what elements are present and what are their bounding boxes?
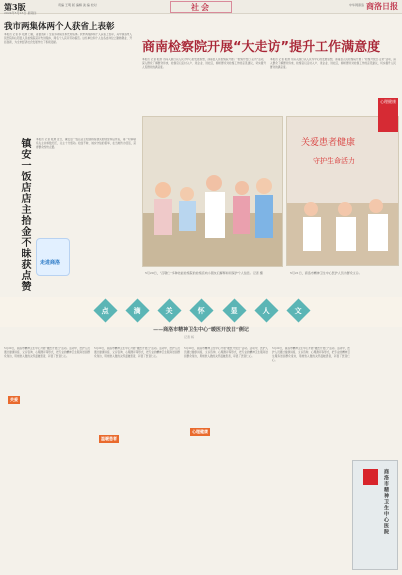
main-photo — [142, 116, 283, 267]
article-3-text: 本报讯 记者 报道 近日，镇安县一饭店店主拾到顾客遗失的现金和证件后，第一时间联系失主并如数归还，失主十分感动。拾金不昧、诚实守信的善举，在当地传为佳话，获得群众纷纷点赞。 — [36, 138, 136, 149]
page-number: 第3版 — [4, 2, 26, 12]
feature-author: 记者 杨 — [184, 335, 194, 339]
award-badge-label: 走进商洛 — [40, 260, 61, 266]
banner-char-2: 滴 — [126, 298, 150, 322]
feature-col-3: 5月20日，商洛市精神卫生中心开展“暖医开放日”活动。活动中，医护人员通过健康讲座、义诊咨询、心理测评等形式，把专业的精神卫生服务送到群众身边，用细致入微的关怀温暖患者，彰显了医者仁心。 — [184, 347, 268, 358]
article-2-text-1: 本报讯 记者 报道 为深入践行以人民为中心的发展思想，商南县人民检察院开展了“检察开放日·走访”活动，深入群众了解群众诉求，检察官们走村入户、进企业、进社区，倾听群众对检察工作的意见建议，切实提升人民群众的满意度。 — [142, 58, 266, 69]
banner-diamonds — [97, 302, 307, 319]
award-badge — [36, 238, 70, 276]
feature-tag-3: 心理健康 — [192, 429, 208, 434]
article-1-text: 本报讯 记者 李 报道 日前，省委表彰了全省劳动模范和先进集体。我市两集体两个人获省上表彰，其中商洛市人民医院和山阳县人民检察院获评先进集体，两名个人获评劳动模范。这些单位和个人在各自岗位上勤勉敬业、开拓创新，为全市经济社会发展作出了积极贡献。 — [4, 33, 132, 44]
vertical-headline: 镇安一饭店店主拾金不昧获点赞 — [19, 138, 30, 292]
headline-2: 商南检察院开展“大走访”提升工作满意度 — [142, 40, 381, 55]
paper-info: 中华网商洛 — [348, 3, 364, 7]
feature-col-4: 5月20日，商洛市精神卫生中心开展“暖医开放日”活动。活动中，医护人员通过健康讲座、义诊咨询、心理测评等形式，把专业的精神卫生服务送到群众身边，用细致入微的关怀温暖患者，彰显了医者仁心。 — [272, 347, 350, 362]
feature-subtitle: ——商洛市精神卫生中心“暖医开放日”侧记 — [153, 327, 249, 333]
section-title: 社会 — [170, 1, 232, 13]
banner-char-1: 点 — [93, 298, 117, 322]
banner-char-6: 人 — [254, 298, 278, 322]
feature-tag-2: 温暖患者 — [101, 436, 117, 441]
main-photo-caption: 5月20日，“吕敬仁”多种技能检察院的检察官向小朋友们解释如何保护个人信息。记者 摄 — [145, 271, 263, 275]
hospital-sign-text: 商洛市精神卫生中心医院 — [383, 469, 389, 535]
hospital-sign-photo — [352, 460, 398, 570]
editor-line: 责编 王明 版 编辑 美 编 校对 — [58, 3, 97, 7]
feature-tag-1: 关爱 — [10, 397, 18, 402]
seal-icon: 心理健康 — [380, 99, 396, 104]
side-photo — [286, 116, 399, 266]
article-2-text-2: 本报讯 记者 报道 为深入践行以人民为中心的发展思想，商南县人民检察院开展了“检察开放日·走访”活动，深入群众了解群众诉求，检察官们走村入户、进企业、进社区，倾听群众对检察工作的意见建议，切实提升人民群众的满意度。 — [270, 58, 396, 69]
svg-text:守护生命活力: 守护生命活力 — [313, 157, 355, 165]
corner-seal — [378, 98, 398, 132]
banner-char-3: 关 — [158, 298, 182, 322]
feature-col-1: 5月20日，商洛市精神卫生中心开展“暖医开放日”活动。活动中，医护人员通过健康讲座、义诊咨询、心理测评等形式，把专业的精神卫生服务送到群众身边，用细致入微的关怀温暖患者，彰显了医者仁心。 — [4, 347, 90, 358]
headline-1: 我市两集体两个人获省上表彰 — [4, 22, 115, 32]
banner-char-5: 显 — [222, 298, 246, 322]
paper-name: 商洛日报 — [366, 2, 398, 11]
side-photo-caption: 5月21日，商洛市精神卫生中心医护人员为群众义诊。 — [290, 271, 362, 275]
svg-text:关爱患者健康: 关爱患者健康 — [301, 138, 356, 148]
banner-char-4: 怀 — [190, 298, 214, 322]
feature-col-2: 5月20日，商洛市精神卫生中心开展“暖医开放日”活动。活动中，医护人员通过健康讲座、义诊咨询、心理测评等形式，把专业的精神卫生服务送到群众身边，用细致入微的关怀温暖患者，彰显了医者仁心。 — [94, 347, 180, 358]
issue-date: 2024年5月23日 星期四 — [4, 11, 37, 15]
banner-char-7: 文 — [286, 298, 310, 322]
